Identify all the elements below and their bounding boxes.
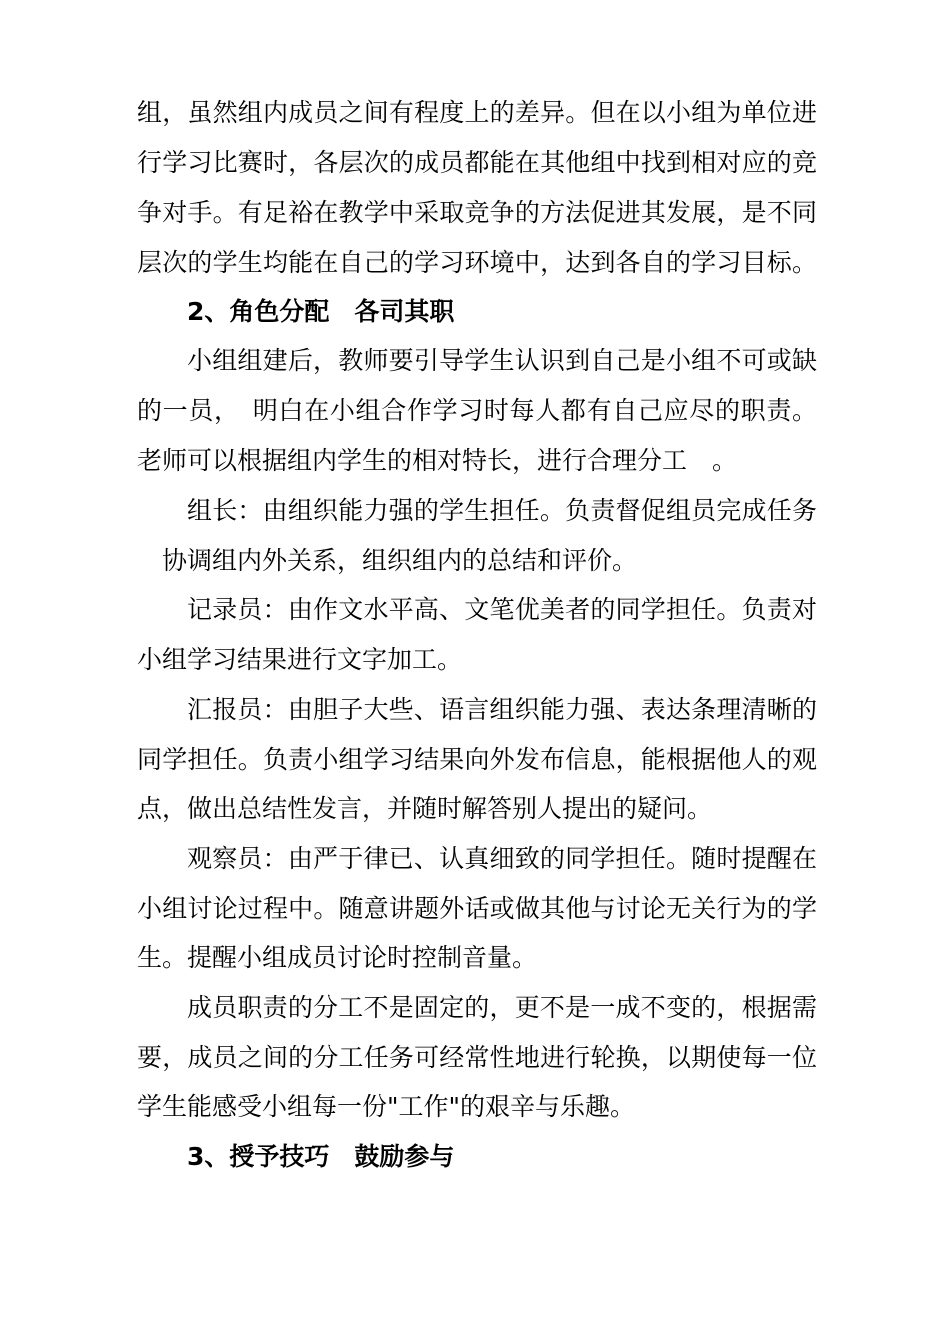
paragraph-line: 争对手。有足裕在教学中采取竞争的方法促进其发展，是不同	[137, 198, 817, 227]
paragraph-line: 组长：由组织能力强的学生担任。负责督促组员完成任务	[187, 496, 817, 525]
paragraph-line: 点，做出总结性发言，并随时解答别人提出的疑问。	[137, 794, 713, 823]
paragraph-line: 同学担任。负责小组学习结果向外发布信息，能根据他人的观	[137, 745, 817, 774]
paragraph-line: 组，虽然组内成员之间有程度上的差异。但在以小组为单位进	[137, 98, 817, 127]
paragraph-line: 要，成员之间的分工任务可经常性地进行轮换，以期使每一位	[137, 1043, 817, 1072]
paragraph-line: 记录员：由作文水平高、文笔优美者的同学担任。负责对	[187, 595, 817, 624]
paragraph-line: 观察员：由严于律已、认真细致的同学担任。随时提醒在	[187, 844, 817, 873]
paragraph-line: 行学习比赛时，各层次的成员都能在其他组中找到相对应的竞	[137, 148, 817, 177]
paragraph-line: 小组讨论过程中。随意讲题外话或做其他与讨论无关行为的学	[137, 894, 817, 923]
paragraph-line: 汇报员：由胆子大些、语言组织能力强、表达条理清晰的	[187, 695, 817, 724]
section-heading: 2、角色分配 各司其职	[187, 297, 455, 326]
section-heading: 3、授予技巧 鼓励参与	[187, 1142, 455, 1171]
paragraph-line: 协调组内外关系，组织组内的总结和评价。	[162, 546, 638, 575]
paragraph-line: 学生能感受小组每一份"工作"的艰辛与乐趣。	[137, 1092, 635, 1121]
paragraph-line: 小组组建后，教师要引导学生认识到自己是小组不可或缺	[187, 346, 817, 375]
paragraph-line: 小组学习结果进行文字加工。	[137, 645, 463, 674]
paragraph-line: 层次的学生均能在自己的学习环境中，达到各自的学习目标。	[137, 248, 817, 277]
paragraph-line: 的一员， 明白在小组合作学习时每人都有自己应尽的职责。	[137, 396, 817, 425]
paragraph-line: 老师可以根据组内学生的相对特长，进行合理分工 。	[137, 446, 738, 475]
paragraph-line: 生。提醒小组成员讨论时控制音量。	[137, 943, 538, 972]
paragraph-line: 成员职责的分工不是固定的，更不是一成不变的，根据需	[187, 993, 817, 1022]
